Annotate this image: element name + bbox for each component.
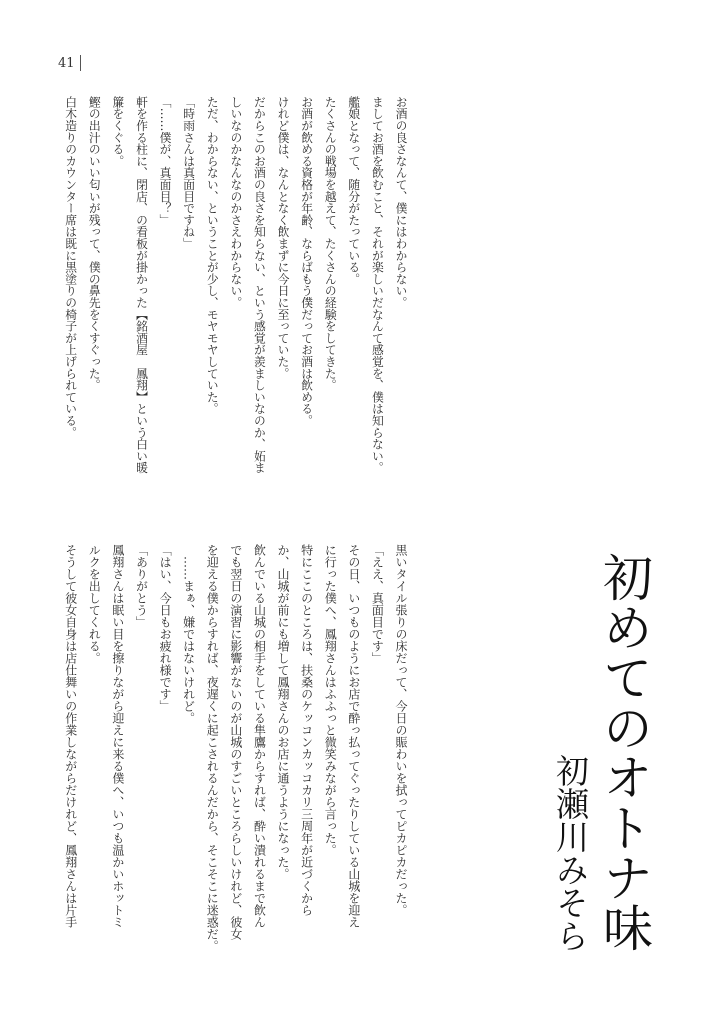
lower-text-block bbox=[58, 544, 412, 952]
text-line: 軒を作る柱に、閉店、の看板が掛かった【銘酒屋 鳳翔】という白い暖 bbox=[134, 96, 149, 474]
text-line: か、山城が前にも増して鳳翔さんのお店に通うようになった。 bbox=[276, 544, 291, 880]
text-line: ただ、わからない、ということが少し、モヤモヤしていた。 bbox=[205, 96, 220, 415]
author-name: 初瀬川みそら bbox=[551, 754, 590, 952]
page-number bbox=[58, 55, 81, 71]
text-line: しいなのかなんなのかさえわからない。 bbox=[228, 96, 243, 309]
text-line: 鰹の出汁のいい匂いが残って、僕の鼻先をくすぐった。 bbox=[87, 96, 102, 391]
text-line: 「ありがとう」 bbox=[134, 544, 149, 628]
text-line: その日、いつものようにお店で酔っ払ってぐったりしている山城を迎え bbox=[346, 544, 361, 928]
text-line: 特にここのところは、扶桑のケッコンカッコカリ三周年が近づくから bbox=[299, 544, 314, 916]
text-line: 飲んでいる山城の相手をしている隼鷹からすれば、酔い潰れるまで飲ん bbox=[252, 544, 267, 928]
page-number-text: 41 bbox=[58, 55, 75, 71]
text-line: だからこのお酒の良さを知らない、という感覚が羨ましいなのか、妬ま bbox=[252, 96, 267, 474]
text-line: そうして彼女自身は店仕舞いの作業しながらだけれど、鳳翔さんは片手 bbox=[63, 544, 78, 928]
text-line: たくさんの戦場を越えて、たくさんの経験をしてきた。 bbox=[323, 96, 338, 391]
text-line: ……まぁ、嫌ではないけれど。 bbox=[181, 556, 196, 724]
text-line: 黒いタイル張りの床だって、今日の賑わいを拭ってピカピカだった。 bbox=[394, 544, 408, 916]
text-line: ましてお酒を飲むこと、それが楽しいだなんて感覚を、僕は知らない。 bbox=[370, 96, 385, 474]
text-line: 「ええ、真面目です」 bbox=[370, 544, 385, 664]
text-line: を迎える僕からすれば、夜遅くに起こされるんだから、そこそこに迷惑だ。 bbox=[205, 544, 220, 952]
text-line: に行った僕へ、鳳翔さんはふふっと微笑みながら言った。 bbox=[323, 544, 338, 856]
page-number-divider bbox=[80, 55, 81, 71]
text-line: 「時雨さんは真面目ですね」 bbox=[181, 96, 196, 250]
text-line: 白木造りのカウンター席は既に黒塗りの椅子が上げられている。 bbox=[63, 96, 78, 439]
upper-text-block bbox=[58, 96, 412, 474]
text-line: お酒が飲める資格が年齢、ならばもう僕だってお酒は飲める。 bbox=[299, 96, 314, 427]
text-line: 艦娘となって、随分がたっている。 bbox=[346, 96, 361, 285]
text-line: 「……僕が、真面目？」 bbox=[158, 96, 173, 226]
text-line: けれど僕は、なんとなく飲まずに今日に至っていた。 bbox=[276, 96, 291, 380]
text-line: 「はい、今日もお疲れ様です」 bbox=[158, 544, 173, 712]
text-line: でも翌日の演習に影響がないのが山城のすごいところらしいけれど、彼女 bbox=[228, 544, 243, 940]
text-line: 簾をくぐる。 bbox=[110, 96, 125, 167]
text-line: お酒の良さなんて、僕にはわからない。 bbox=[394, 96, 408, 309]
text-line: 鳳翔さんは眠い目を擦りながら迎えに来る僕へ、いつも温かいホットミ bbox=[110, 544, 125, 928]
text-line: ルクを出してくれる。 bbox=[87, 544, 102, 664]
story-title: 初めてのオトナ味 bbox=[595, 552, 653, 952]
